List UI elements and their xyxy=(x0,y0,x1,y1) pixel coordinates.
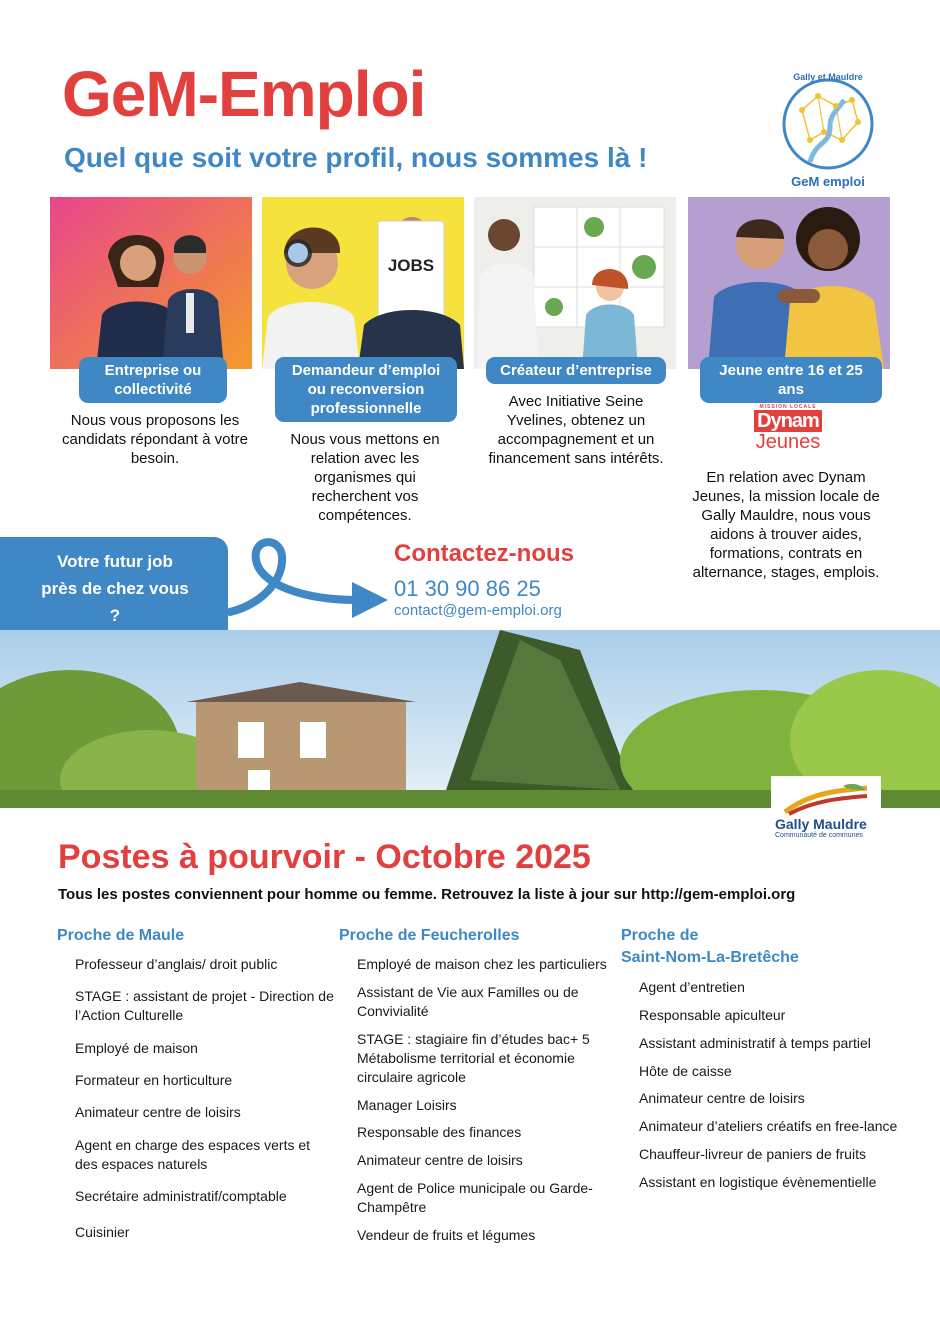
job-item: Employé de maison xyxy=(75,1040,198,1056)
logo-bottom-text: GeM emploi xyxy=(791,174,865,189)
job-item: Cuisinier xyxy=(75,1224,130,1240)
job-item: Animateur d’ateliers créatifs en free-lance xyxy=(639,1118,898,1134)
jobs-sign-text: JOBS xyxy=(387,256,435,275)
photo-demandeur xyxy=(262,197,464,369)
job-item: Animateur centre de loisirs xyxy=(357,1152,523,1168)
job-item: Employé de maison chez les particuliers xyxy=(357,956,607,972)
col-heading-feucherolles: Proche de Feucherolles xyxy=(339,927,520,944)
desc-jeune: En relation avec Dynam Jeunes, la mission locale de Gally Mauldre, nous vous aidons à trouver aides, formations, contrats en alternance, stages, emplois. xyxy=(692,469,880,581)
photo-createur xyxy=(474,197,676,369)
job-item: Manager Loisirs xyxy=(357,1097,457,1113)
job-item: Assistant administratif à temps partiel xyxy=(639,1035,871,1051)
col-heading-saint-nom-line2: Saint-Nom-La-Bretêche xyxy=(621,949,799,966)
network-circle-icon xyxy=(780,70,876,174)
job-item: Animateur centre de loisirs xyxy=(639,1090,805,1106)
col-heading-maule: Proche de Maule xyxy=(57,927,185,944)
gally-mauldre-logo xyxy=(771,776,881,844)
job-item: Responsable apiculteur xyxy=(639,1007,786,1023)
arrow-icon xyxy=(222,534,392,630)
gally-mauldre-name: Gally Mauldre xyxy=(775,816,867,832)
contact-title: Contactez-nous xyxy=(394,540,574,567)
photo-entreprise xyxy=(50,197,252,369)
gally-mauldre-sub: Communauté de communes xyxy=(775,832,863,839)
col-heading-saint-nom: Proche de xyxy=(621,927,699,944)
job-item: Agent de Police municipale ou Garde-Champêtre xyxy=(357,1180,593,1215)
dynam-small-text: MISSION LOCALE xyxy=(759,404,817,410)
postes-title: Postes à pourvoir - Octobre 2025 xyxy=(58,838,591,876)
desc-createur: Avec Initiative Seine Yvelines, obtenez un accompagnement et un financement sans intérêts. xyxy=(488,393,664,467)
tag-entreprise: Entreprise ou collectivité xyxy=(79,357,227,403)
job-item: Professeur d’anglais/ droit public xyxy=(75,956,278,972)
swoosh-icon xyxy=(781,782,871,816)
desc-demandeur: Nous vous mettons en relation avec les organismes qui recherchent vos compétences. xyxy=(290,431,440,524)
tag-createur: Créateur d’entreprise xyxy=(486,357,666,384)
job-item: Animateur centre de loisirs xyxy=(75,1104,241,1120)
contact-phone[interactable]: 01 30 90 86 25 xyxy=(394,576,541,601)
job-item: Hôte de caisse xyxy=(639,1063,732,1079)
photo-jeune xyxy=(688,197,890,369)
postes-subtitle: Tous les postes conviennent pour homme ou femme. Retrouvez la liste à jour sur http://gem-emploi.org xyxy=(58,886,796,903)
page-subtitle: Quel que soit votre profil, nous sommes là ! xyxy=(64,142,648,173)
logo-top-text: Gally et Mauldre xyxy=(793,72,863,82)
contact-email[interactable]: contact@gem-emploi.org xyxy=(394,602,562,619)
dynam-jeunes-logo xyxy=(750,404,826,456)
job-item: Formateur en horticulture xyxy=(75,1072,233,1088)
cta-box xyxy=(0,537,228,643)
job-item: Secrétaire administratif/comptable xyxy=(75,1188,287,1204)
dynam-word: Dynam xyxy=(754,410,822,432)
page-title: GeM-Emploi xyxy=(62,58,426,130)
tag-jeune: Jeune entre 16 et 25 ans xyxy=(700,357,882,403)
job-item: Assistant de Vie aux Familles ou de Convivialité xyxy=(357,984,579,1019)
tag-demandeur: Demandeur d’emploi ou reconversion professionnelle xyxy=(275,357,457,422)
job-item: Chauffeur-livreur de paniers de fruits xyxy=(639,1146,866,1162)
cta-text: Votre futur job près de chez vous ? xyxy=(41,552,189,625)
gem-emploi-logo xyxy=(780,70,876,192)
job-item: STAGE : assistant de projet - Direction de l’Action Culturelle xyxy=(75,988,334,1023)
job-item: Vendeur de fruits et légumes xyxy=(357,1227,536,1243)
job-item: Responsable des finances xyxy=(357,1124,522,1140)
desc-entreprise: Nous vous proposons les candidats répondant à votre besoin. xyxy=(62,412,248,467)
jeunes-word: Jeunes xyxy=(755,431,821,453)
job-item: Agent d’entretien xyxy=(639,979,745,995)
job-item: STAGE : stagiaire fin d’études bac+ 5 Métabolisme territorial et économie circulaire agricole xyxy=(357,1031,590,1085)
job-item: Assistant en logistique évènementielle xyxy=(639,1174,877,1190)
job-item: Agent en charge des espaces verts et des espaces naturels xyxy=(75,1137,311,1172)
